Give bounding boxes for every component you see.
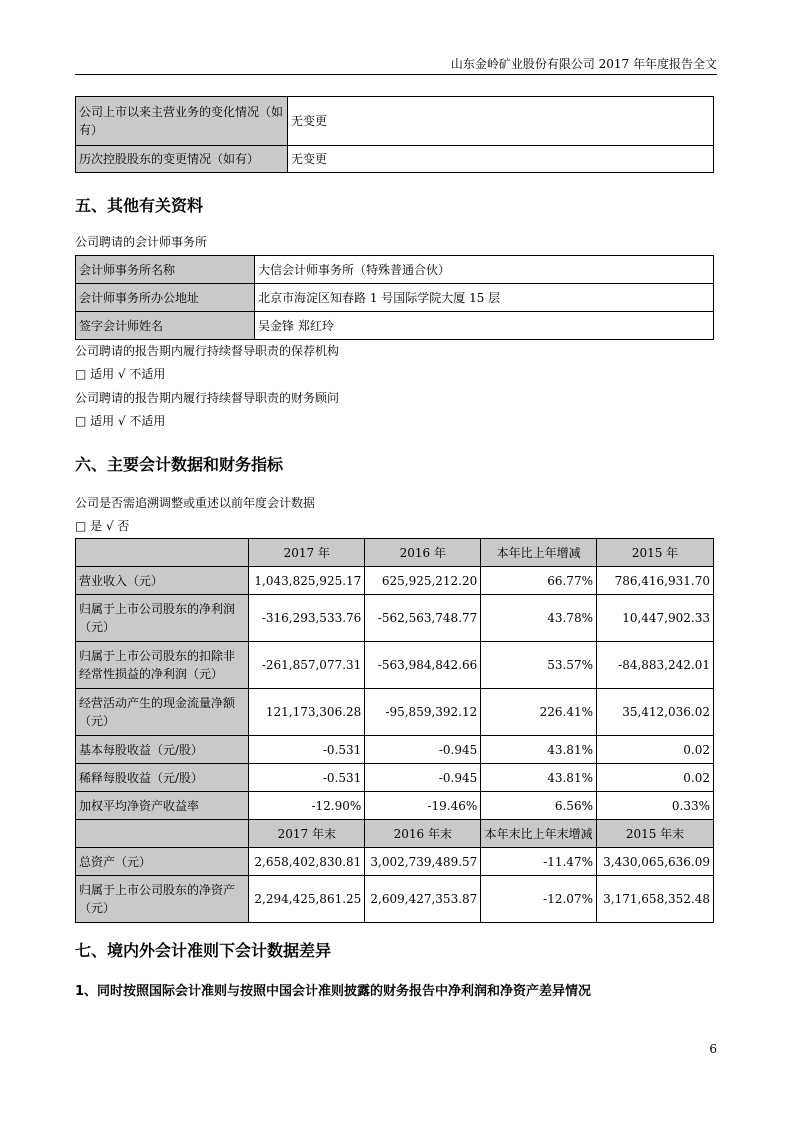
advisor-text: 公司聘请的报告期内履行持续督导职责的财务顾问	[75, 391, 340, 405]
accounting-firm-intro: 公司聘请的会计师事务所	[75, 235, 208, 249]
cell-value: 43.81%	[481, 736, 597, 764]
page-number: 6	[709, 1042, 717, 1056]
cell-value: 1,043,825,925.17	[249, 567, 365, 595]
row-label: 归属于上市公司股东的净资产（元）	[76, 876, 249, 923]
cell-value: -0.945	[365, 764, 481, 792]
table-row	[76, 736, 714, 764]
row-label: 归属于上市公司股东的扣除非经常性损益的净利润（元）	[76, 642, 249, 689]
cell-value: 6.56%	[481, 792, 597, 820]
column-header: 本年比上年增减	[481, 539, 597, 567]
table-row	[76, 848, 714, 876]
cell-value: -562,563,748.77	[365, 595, 481, 642]
table-row	[76, 567, 714, 595]
cell-value: 3,002,739,489.57	[365, 848, 481, 876]
table-row	[76, 256, 714, 284]
cell-value: 786,416,931.70	[596, 567, 713, 595]
section-6-title: 六、主要会计数据和财务指标	[75, 455, 284, 474]
cell-value: 121,173,306.28	[249, 689, 365, 736]
column-header: 2017 年末	[249, 820, 365, 848]
cell-value: -84,883,242.01	[596, 642, 713, 689]
business-change-table	[75, 96, 714, 173]
cell-value: -261,857,077.31	[249, 642, 365, 689]
column-header: 本年末比上年末增减	[481, 820, 597, 848]
row-label: 总资产（元）	[76, 848, 249, 876]
column-header	[76, 820, 249, 848]
column-header: 2016 年	[365, 539, 481, 567]
cell-value: -95,859,392.12	[365, 689, 481, 736]
row-label: 加权平均净资产收益率	[76, 792, 249, 820]
table-row	[76, 146, 714, 173]
advisor-choice: □ 适用 √ 不适用	[75, 414, 166, 428]
cell-value: -12.90%	[249, 792, 365, 820]
cell-value: 3,430,065,636.09	[596, 848, 713, 876]
cell-value: -19.46%	[365, 792, 481, 820]
table-row	[76, 642, 714, 689]
cell-value: -11.47%	[481, 848, 597, 876]
row-value: 吴金锋 郑红玲	[255, 312, 714, 340]
column-header: 2016 年末	[365, 820, 481, 848]
cell-value: 43.78%	[481, 595, 597, 642]
table-row	[76, 284, 714, 312]
cell-value: 35,412,036.02	[596, 689, 713, 736]
row-label: 历次控股股东的变更情况（如有）	[76, 146, 288, 173]
table-row	[76, 764, 714, 792]
row-value: 无变更	[288, 146, 714, 173]
cell-value: 2,294,425,861.25	[249, 876, 365, 923]
column-header: 2017 年	[249, 539, 365, 567]
section-7-subtitle: 1、同时按照国际会计准则与按照中国会计准则披露的财务报告中净利润和净资产差异情况	[75, 984, 592, 999]
table-row	[76, 792, 714, 820]
cell-value: 43.81%	[481, 764, 597, 792]
row-label: 会计师事务所名称	[76, 256, 255, 284]
row-label: 会计师事务所办公地址	[76, 284, 255, 312]
section-5-title: 五、其他有关资料	[75, 196, 204, 215]
sponsor-choice: □ 适用 √ 不适用	[75, 367, 166, 381]
header-divider	[75, 74, 717, 75]
cell-value: 2,658,402,830.81	[249, 848, 365, 876]
cell-value: 2,609,427,353.87	[365, 876, 481, 923]
row-label: 经营活动产生的现金流量净额（元）	[76, 689, 249, 736]
row-label: 营业收入（元）	[76, 567, 249, 595]
cell-value: 0.33%	[596, 792, 713, 820]
cell-value: 226.41%	[481, 689, 597, 736]
row-value: 大信会计师事务所（特殊普通合伙）	[255, 256, 714, 284]
accounting-firm-table	[75, 255, 714, 340]
sponsor-text: 公司聘请的报告期内履行持续督导职责的保荐机构	[75, 344, 340, 358]
column-header: 2015 年末	[596, 820, 713, 848]
cell-value: 53.57%	[481, 642, 597, 689]
table-header-row	[76, 539, 714, 567]
financial-indicators-table	[75, 538, 714, 923]
row-value: 无变更	[288, 97, 714, 146]
row-label: 公司上市以来主营业务的变化情况（如有）	[76, 97, 288, 146]
table-row	[76, 876, 714, 923]
document-header: 山东金岭矿业股份有限公司 2017 年年度报告全文	[450, 57, 717, 71]
table-row	[76, 312, 714, 340]
cell-value: 0.02	[596, 736, 713, 764]
section-7-title: 七、境内外会计准则下会计数据差异	[75, 941, 332, 960]
row-label: 归属于上市公司股东的净利润（元）	[76, 595, 249, 642]
cell-value: 0.02	[596, 764, 713, 792]
cell-value: -12.07%	[481, 876, 597, 923]
cell-value: 66.77%	[481, 567, 597, 595]
cell-value: 10,447,902.33	[596, 595, 713, 642]
restatement-answer: □ 是 √ 否	[75, 519, 130, 533]
cell-value: -0.531	[249, 736, 365, 764]
column-header	[76, 539, 249, 567]
restatement-question: 公司是否需追溯调整或重述以前年度会计数据	[75, 496, 316, 510]
table-row	[76, 595, 714, 642]
cell-value: 625,925,212.20	[365, 567, 481, 595]
table-row	[76, 689, 714, 736]
cell-value: 3,171,658,352.48	[596, 876, 713, 923]
table-row	[76, 97, 714, 146]
table-header-row	[76, 820, 714, 848]
row-label: 签字会计师姓名	[76, 312, 255, 340]
cell-value: -0.531	[249, 764, 365, 792]
cell-value: -563,984,842.66	[365, 642, 481, 689]
cell-value: -316,293,533.76	[249, 595, 365, 642]
cell-value: -0.945	[365, 736, 481, 764]
row-value: 北京市海淀区知春路 1 号国际学院大厦 15 层	[255, 284, 714, 312]
row-label: 稀释每股收益（元/股）	[76, 764, 249, 792]
row-label: 基本每股收益（元/股）	[76, 736, 249, 764]
column-header: 2015 年	[596, 539, 713, 567]
